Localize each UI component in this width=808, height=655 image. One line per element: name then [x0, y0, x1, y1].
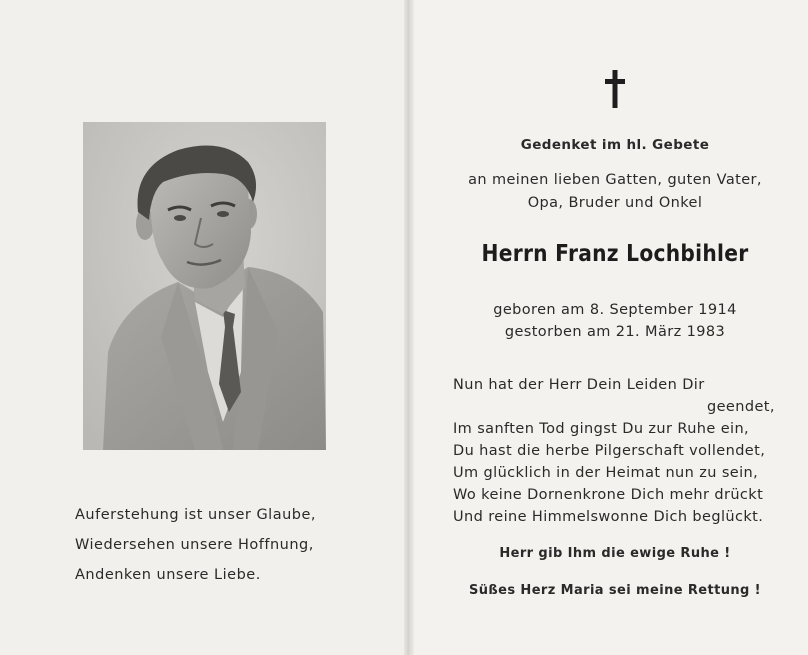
quote-line-faith: Auferstehung ist unser Glaube, — [75, 507, 317, 523]
poem-line: Wo keine Dornenkrone Dich mehr drückt — [453, 487, 764, 503]
poem-line: Und reine Himmelswonne Dich beglückt. — [453, 509, 764, 525]
card-fold — [404, 0, 414, 655]
poem-line: geendet, — [707, 399, 775, 415]
portrait-photo — [83, 122, 326, 450]
poem-line: Im sanften Tod gingst Du zur Ruhe ein, — [453, 421, 750, 437]
deceased-name: Herrn Franz Lochbihler — [481, 241, 749, 267]
quote-line-love: Andenken unsere Liebe. — [75, 567, 261, 583]
poem-line: Um glücklich in der Heimat nun zu sein, — [453, 465, 759, 481]
latin-cross-icon — [605, 70, 625, 114]
intro-line-2: Opa, Bruder und Onkel — [527, 195, 703, 211]
birth-date: geboren am 8. September 1914 — [493, 302, 737, 318]
poem-line: Nun hat der Herr Dein Leiden Dir — [453, 377, 705, 393]
memorial-quote — [75, 503, 316, 593]
prayer-eternal-rest: Herr gib Ihm die ewige Ruhe ! — [499, 546, 731, 561]
prayer-sacred-heart: Süßes Herz Maria sei meine Rettung ! — [468, 583, 761, 598]
intro-line-1: an meinen lieben Gatten, guten Vater, — [468, 172, 762, 188]
heading-prayer: Gedenket im hl. Gebete — [520, 137, 710, 153]
memorial-poem — [453, 375, 783, 529]
death-date: gestorben am 21. März 1983 — [504, 324, 726, 340]
poem-line: Du hast die herbe Pilgerschaft vollendet, — [453, 443, 766, 459]
quote-line-hope: Wiedersehen unsere Hoffnung, — [75, 537, 314, 553]
